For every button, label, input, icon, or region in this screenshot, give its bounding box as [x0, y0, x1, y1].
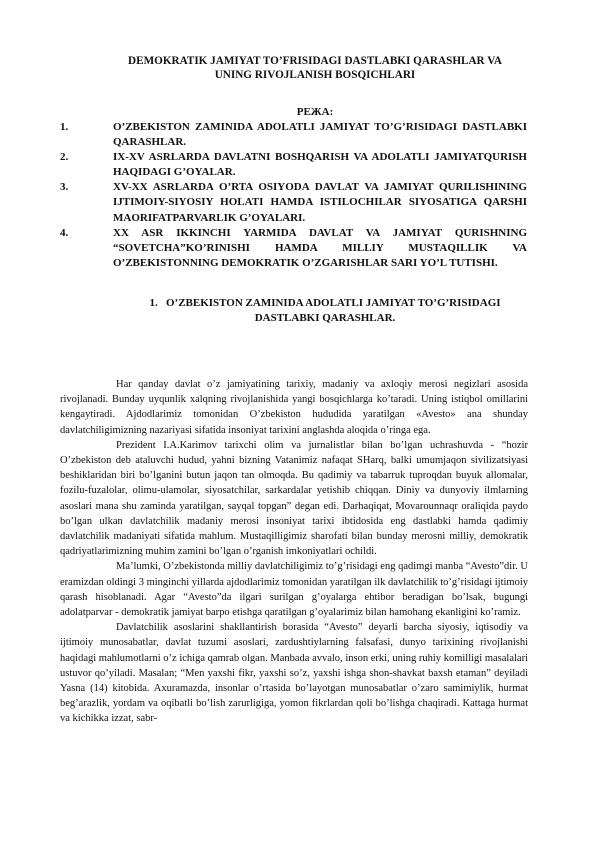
- paragraph: Prezident I.A.Karimov tarixchi olim va jurnalistlar bilan bo’lgan uchrashuvda - “hozir O’zbekiston deb ataluvchi hudud, yahni bizning Vatanimiz nafaqat SHarq, balki umumjaqon sivilizatsiyasi beshiklaridan biri bo’lganini butun jaqon tan olmoqda. Bu qadimiy va tabarruk tuproqdan buyuk allomalar, fozilu-fuzalolar, olimu-ulamolar, siyosatchilar, sarkardalar yetishib chiqqan. Diniy va dunyoviy ilmlarning asoslari mana shu zaminda yaratilgan, sayqal topgan” degan edi. Darhaqiqat, Movarounnaqr oraliqida paydo bo’lgan ulkan davlatchilik madaniy merosi insoniyat tarixi ibtidosida eng dastlabki hamda qadimiy davlatchilik madaniyati sifatida mahlum. Mustaqilligimiz sharofati bilan bunday merosni milliy, demokratik qadriyatlarimizning muhim zamini bo’lgan o’rganish imkoniyatlari ochildi.: [60, 439, 528, 558]
- document-title: [80, 54, 550, 82]
- paragraph: Ma’lumki, O’zbekistonda milliy davlatchiligimiz to’g’risidagi eng qadimgi manba “Avesto”dir. U eramizdan oldingi 3 minginchi yillarda ajdodlarimiz tomonidan yaratilgan ilk davlatchilik to’g’risidagi ijtimoiy qarash hisoblanadi. Agar “Avesto”da ilgari surilgan g’oyalarga ehtibor beradigan bo’lsak, bugungi adolatparvar - demokratik jamiyat barpo etishga qaratilgan g’oyalarimiz bilan hamohang ekanligini ko’ramiz.: [60, 561, 529, 619]
- plan-list: [60, 120, 527, 271]
- plan-item-text: XX ASR IKKINCHI YARMIDA DAVLAT VA JAMIYAT QURISHNING “SOVETCHA”KO’RINISHI HAMDA MILLIY MUSTAQILLIK VA O’ZBEKISTONNING DEMOKRATIK O’ZGARISHLAR SARI YO’L TUTISHI.: [113, 226, 527, 269]
- plan-item-number: 2.: [60, 151, 69, 164]
- section-heading-line-1: 1. O’ZBEKISTON ZAMINIDA ADOLATLI JAMIYAT TO’G’RISIDAGI: [149, 297, 501, 309]
- plan-item-3: [60, 180, 527, 225]
- section-heading-line-2: DASTLABKI QARASHLAR.: [254, 312, 396, 324]
- plan-item-number: 4.: [60, 226, 69, 239]
- document-title-line-1: DEMOKRATIK JAMIYAT TO’FRISIDAGI DASTLABKI QARASHLAR VA: [128, 55, 502, 67]
- section-heading: [115, 296, 535, 326]
- plan-item-2: [60, 150, 527, 180]
- paragraph: Har qanday davlat o’z jamiyatining tarixiy, madaniy va axloqiy merosi negizlari asosida rivojlanadi. Bunday uyqunlik xalqning rivojlanishida yangi bosqichlarga ko’taradi. Uning istiqbol omillarini kengaytiradi. Ajdodlarimiz tomonidan O’zbekiston hududida yaratilgan «Avesto» ana shunday davlatchiligimizning nazariyasi sifatida insoniyat tarixini anglashda aloqida o’ringa ega.: [60, 379, 528, 436]
- plan-item-1: [60, 120, 527, 150]
- plan-item-text: IX-XV ASRLARDA DAVLATNI BOSHQARISH VA ADOLATLI JAMIYATQURISH HAQIDAGI G’OYALAR.: [113, 151, 527, 179]
- plan-item-4: [60, 226, 527, 271]
- plan-item-number: 3.: [60, 181, 69, 194]
- document-title-line-2: UNING RIVOJLANISH BOSQICHLARI: [214, 69, 416, 81]
- plan-heading: РЕЖА:: [296, 106, 334, 118]
- plan-item-number: 1.: [60, 121, 69, 133]
- paragraph: Davlatchilik asoslarini shakllantirish borasida “Avesto” deyarli barcha siyosiy, iqtisodiy va ijtimoiy munosabatlar, davlat tuzumi asoslari, zardushtiylarning falsafasi, dunyo tarixining rivojlanishi haqidagi mahlumotlarni o’z ichiga qamrab olgan. Manbada avvalo, inson erki, uning ruhiy komilligi masalalari ustuvor qo’yiladi. Masalan; “Men yaxshi fikr, yaxshi so’z, yaxshi ishga shon-shavkat baxsh etaman” deyiladi Yasna (14) kitobida. Axuramazda, insonlar o’rtasida bo’layotgan munosabatlar o’zaro samimiylik, hurmat beg’arazlik, yordam va oqibatli bo’lish zarurligiga, yomon fikrlardan qoli bo’lishga chaqiradi. Kattaga hurmat va kichikka izzat, sabr-: [60, 622, 528, 725]
- plan-item-text: O’ZBEKISTON ZAMINIDA ADOLATLI JAMIYAT TO’G’RISIDAGI DASTLABKI QARASHLAR.: [113, 121, 527, 149]
- body-text: [60, 377, 528, 727]
- plan-item-text: XV-XX ASRLARDA O’RTA OSIYODA DAVLAT VA JAMIYAT QURILISHINING IJTIMOIY-SIYOSIY HOLATI HAMDA ISTILOCHILAR SIYOSATIGA QARSHI MAORIFATPARVARLIK G’OYALARI.: [113, 181, 527, 224]
